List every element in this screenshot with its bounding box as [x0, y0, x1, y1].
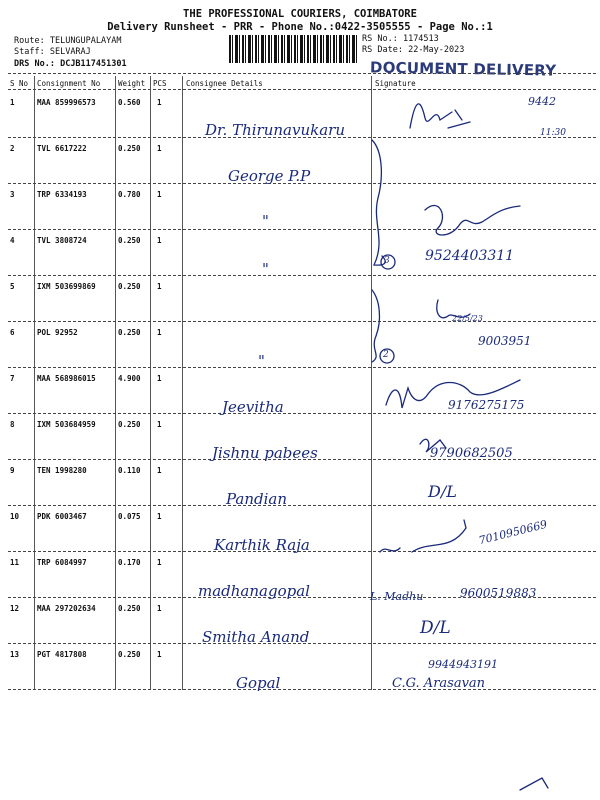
row-consignment-no: POL 92952: [37, 328, 78, 337]
row-consignment-no: PGT 4817808: [37, 650, 87, 659]
drs-value: DCJB117451301: [60, 59, 127, 69]
row-consignment-no: IXM 503684959: [37, 420, 96, 429]
row-sno: 6: [10, 328, 15, 337]
row-pcs: 1: [157, 328, 162, 337]
col-pcs: PCS: [153, 79, 167, 88]
document-delivery-stamp: DOCUMENT DELIVERY: [369, 58, 557, 80]
row-weight: 0.250: [118, 144, 141, 153]
handwritten-phone: 7010950669: [477, 517, 549, 548]
row-pcs: 1: [157, 512, 162, 521]
handwritten-name: Karthik Raja: [214, 536, 310, 554]
row-consignment-no: PDK 6003467: [37, 512, 87, 521]
circle-2: [380, 349, 394, 363]
circled-count: 3: [384, 256, 390, 266]
row-pcs: 1: [157, 374, 162, 383]
row-pcs: 1: [157, 558, 162, 567]
signature-row11: [380, 520, 466, 552]
row-pcs: 1: [157, 466, 162, 475]
rs-no-value: 1174513: [402, 34, 439, 44]
handwritten-name: George P.P: [228, 167, 311, 185]
runsheet-subtitle: Delivery Runsheet - PRR - Phone No.:0422-3505555 - Page No.:1: [107, 21, 493, 33]
col-sno: S No: [10, 79, 29, 88]
col-weight: Weight: [118, 79, 146, 88]
row-consignment-no: TRP 6084997: [37, 558, 87, 567]
handwritten-signature: L. Madhu: [370, 590, 424, 603]
handwritten-dl: D/L: [420, 618, 451, 638]
circle-3: [381, 255, 395, 269]
row-sno: 9: [10, 466, 15, 475]
row-sno: 4: [10, 236, 15, 245]
handwritten-phone: 9790682505: [430, 446, 513, 461]
row-consignment-no: TRP 6334193: [37, 190, 87, 199]
signature-row3: [425, 205, 520, 235]
col-signature: Signature: [375, 79, 416, 88]
handwritten-dl: D/L: [428, 482, 457, 501]
row-weight: 0.250: [118, 328, 141, 337]
row-pcs: 1: [157, 604, 162, 613]
handwritten-ditto: ": [262, 260, 269, 278]
row-sno: 12: [10, 604, 20, 613]
row-pcs: 1: [157, 144, 162, 153]
row-pcs: 1: [157, 190, 162, 199]
company-title: THE PROFESSIONAL COURIERS, COIMBATORE: [183, 8, 417, 20]
route-value: TELUNGUPALAYAM: [49, 36, 122, 46]
handwritten-ditto: ": [262, 212, 269, 230]
row-weight: 0.075: [118, 512, 141, 521]
handwritten-name: Jeevitha: [222, 398, 284, 416]
row-weight: 0.170: [118, 558, 141, 567]
row-sno: 11: [10, 558, 20, 567]
handwritten-phone: 9944943191: [428, 658, 498, 671]
handwritten-date: 22/5/23: [452, 314, 483, 323]
signature-row8: [386, 380, 520, 408]
row-pcs: 1: [157, 650, 162, 659]
handwritten-name: Pandian: [226, 490, 288, 508]
staff-label: Staff:: [14, 47, 45, 57]
row-sno: 7: [10, 374, 15, 383]
handwritten-name: Gopal: [236, 674, 281, 692]
row-consignment-no: TVL 6617222: [37, 144, 87, 153]
handwritten-phone: 9003951: [478, 334, 532, 348]
signature-row6: [437, 300, 470, 318]
row-consignment-no: MAA 297202634: [37, 604, 96, 613]
rs-date-label: RS Date:: [362, 45, 403, 55]
drs-label: DRS No.:: [14, 59, 55, 69]
rs-no-label: RS No.:: [362, 34, 398, 44]
row-pcs: 1: [157, 236, 162, 245]
handwritten-phone: 9600519883: [460, 586, 537, 600]
handwritten-signature: C.G. Arasavan: [392, 676, 486, 691]
staff-value: SELVARAJ: [49, 47, 91, 57]
col-consignment: Consignment No: [37, 79, 101, 88]
row-sno: 13: [10, 650, 20, 659]
rs-date-value: 22-May-2023: [408, 45, 465, 55]
row-pcs: 1: [157, 420, 162, 429]
row-weight: 0.250: [118, 236, 141, 245]
handwritten-name: Dr. Thirunavukaru: [205, 121, 345, 139]
row-pcs: 1: [157, 98, 162, 107]
row-weight: 4.900: [118, 374, 141, 383]
row-weight: 0.250: [118, 604, 141, 613]
row-weight: 0.250: [118, 420, 141, 429]
row-consignment-no: TEN 1998280: [37, 466, 87, 475]
signature-row1: [410, 104, 470, 128]
row-consignment-no: TVL 3808724: [37, 236, 87, 245]
route-label: Route:: [14, 36, 45, 46]
row-weight: 0.560: [118, 98, 141, 107]
handwritten-phone: 9176275175: [448, 398, 525, 412]
handwritten-phone: 9524403311: [425, 248, 515, 264]
row-sno: 5: [10, 282, 15, 291]
row-weight: 0.250: [118, 650, 141, 659]
row-sno: 3: [10, 190, 15, 199]
row-weight: 0.110: [118, 466, 141, 475]
bracket-2: [372, 290, 379, 362]
row-consignment-no: MAA 859996573: [37, 98, 96, 107]
row-weight: 0.780: [118, 190, 141, 199]
handwritten-note: 9442: [528, 95, 556, 108]
handwritten-name: Smitha Anand: [202, 628, 310, 646]
row-pcs: 1: [157, 282, 162, 291]
row-sno: 10: [10, 512, 20, 521]
col-consignee: Consignee Details: [186, 79, 263, 88]
bracket-1: [372, 140, 385, 265]
row-consignment-no: IXM 503699869: [37, 282, 96, 291]
scan-mark: [520, 778, 548, 790]
handwritten-note: 11:30: [540, 128, 566, 138]
handwritten-ditto: ": [258, 352, 265, 370]
row-sno: 8: [10, 420, 15, 429]
row-weight: 0.250: [118, 282, 141, 291]
handwritten-name: madhanagopal: [198, 582, 310, 600]
signature-row9: [420, 439, 446, 452]
circled-count: 2: [383, 350, 389, 360]
row-sno: 1: [10, 98, 15, 107]
row-consignment-no: MAA 568986015: [37, 374, 96, 383]
handwritten-name: Jishnu pabees: [212, 444, 318, 462]
row-sno: 2: [10, 144, 15, 153]
